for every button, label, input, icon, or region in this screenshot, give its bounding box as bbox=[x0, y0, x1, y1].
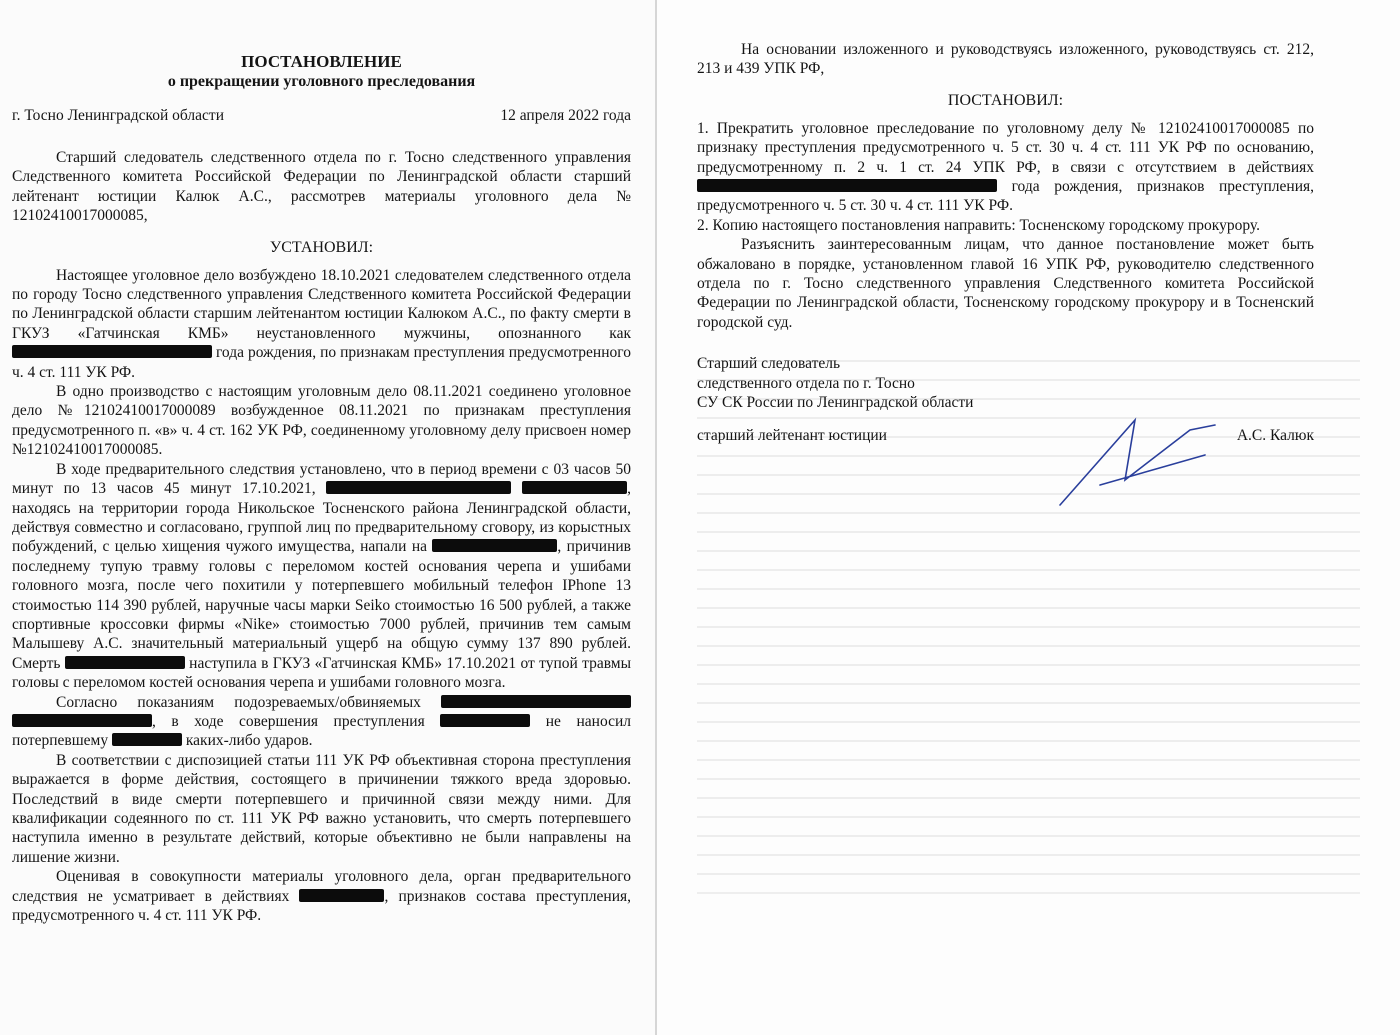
redaction bbox=[112, 733, 182, 746]
document-title: ПОСТАНОВЛЕНИЕ bbox=[241, 52, 402, 71]
paragraph-4-text-b: , в ходе совершения преступления bbox=[152, 712, 425, 730]
decided-heading: ПОСТАНОВИЛ: bbox=[947, 91, 1064, 109]
redaction bbox=[440, 714, 530, 727]
paragraph-3 bbox=[12, 460, 631, 693]
paragraph-4-text-d: каких-либо ударов. bbox=[185, 732, 313, 750]
paragraph-6 bbox=[12, 867, 631, 925]
redaction bbox=[65, 656, 185, 669]
basis-paragraph: На основании изложенного и руководствуясь изложенного, руководствуясь ст. 212, 213 и 439 УПК РФ, bbox=[697, 41, 1314, 78]
paragraph-4 bbox=[12, 693, 631, 751]
paragraph-6-text-a: Оценивая в совокупности материалы уголовного дела, орган предварительного следствия не усматривает в действиях bbox=[12, 868, 631, 905]
paragraph-3-text-d: наступила в ГКУЗ «Гатчинская КМБ» 17.10.2021 от тупой травмы головы с переломом костей основания черепа и ушибами головного мозга. bbox=[12, 654, 632, 692]
redaction bbox=[12, 714, 152, 727]
explanation-paragraph: Разъяснить заинтересованным лицам, что данное постановление может быть обжаловано в порядке, установленном главой 16 УПК РФ, руководителю следственного отдела по г. Тосно следственного управления Следственного комитета Российской Федерации по Ленинградской области, Тосненскому городскому прокурору и в Тосненский городской суд. bbox=[697, 236, 1314, 331]
left-page bbox=[0, 0, 655, 1035]
bleed-through-text bbox=[697, 360, 1360, 975]
redaction bbox=[12, 345, 212, 358]
place-date-row bbox=[12, 106, 631, 126]
redaction bbox=[441, 695, 631, 708]
paragraph-4-text-a: Согласно показаниям подозреваемых/обвиняемых bbox=[56, 693, 421, 711]
date: 12 апреля 2022 года bbox=[500, 107, 631, 124]
handwritten-signature bbox=[1040, 400, 1220, 520]
signatory-office: СУ СК России по Ленинградской области bbox=[697, 394, 974, 412]
signatory-rank: старший лейтенант юстиции bbox=[697, 426, 887, 444]
paragraph-1 bbox=[12, 266, 631, 382]
decision-item-1-text-a: 1. Прекратить уголовное преследование по уголовному делу № 12102410017000085 по признаку преступления предусмотренного ч. 5 ст. 30 ч. 4 ст. 111 УК РФ по основанию, предусмотренному п. 2 ч. 1 ст. 24 УПК РФ, в связи с отсутствием в действиях bbox=[697, 119, 1314, 176]
signature-row bbox=[697, 427, 1314, 445]
decision-item-2: 2. Копию настоящего постановления направить: Тосненскому городскому прокурору. bbox=[697, 216, 1260, 234]
paragraph-6-text-b: , признаков состава преступления, предусмотренного ч. 4 ст. 111 УК РФ. bbox=[12, 887, 631, 925]
redaction bbox=[522, 481, 627, 494]
paragraph-3-text-a: В ходе предварительного следствия установлено, что в период времени с 03 часов 50 минут по 13 часов 45 минут 17.10.2021, bbox=[12, 460, 631, 498]
redaction bbox=[326, 481, 511, 494]
place: г. Тосно Ленинградской области bbox=[12, 107, 224, 124]
paragraph-1-text-a: Настоящее уголовное дело возбуждено 18.10.2021 следователем следственного отдела по городу Тосно следственного управления Следственного комитета Российской Федерации по Ленинградской области старшим лейтенантом юстиции Калюком А.С., по факту смерти в ГКУЗ «Гатчинская КМБ» неустановленного мужчины, опознанного как bbox=[12, 266, 631, 342]
signatory-name: А.С. Калюк bbox=[1236, 426, 1314, 444]
signatory-position: Старший следователь bbox=[697, 355, 841, 373]
redaction bbox=[432, 539, 557, 552]
paragraph-3-text-b: , находясь на территории города Никольское Тосненского района Ленинградской области, действуя совместно и согласовано, группой лиц по предварительному сговору, из корыстных побуждений, с целью хищения чужого имущества, напали на bbox=[12, 480, 632, 556]
document-subtitle: о прекращении уголовного преследования bbox=[167, 73, 476, 90]
paragraph-1-text-b: года рождения, по признакам преступления предусмотренного ч. 4 ст. 111 УК РФ. bbox=[12, 344, 631, 381]
decision-item-1 bbox=[697, 119, 1314, 216]
signatory-department: следственного отдела по г. Тосно bbox=[697, 374, 915, 392]
paragraph-3-text-c: , причинив последнему тупую травму головы с переломом костей основания черепа и ушибами головного мозга, после чего похитили у потерпевшего мобильный телефон IPhone 13 стоимостью 114 390 рублей, наручные часы марки Seiko стоимостью 16 500 рублей, а также спортивные кроссовки фирмы «Nike» стоимостью 7000 рублей, причинив тем самым Малышеву А.С. значительный материальный ущерб на общую сумму 137 890 рублей. Смерть bbox=[12, 538, 632, 672]
redaction bbox=[299, 889, 384, 902]
paragraph-5: В соответствии с диспозицией статьи 111 УК РФ объективная сторона преступления выражается в форме действия, состоящего в причинении тяжкого вреда здоровью. Последствий в виде смерти потерпевшего и причинной связи между ними. Для квалификации содеянного по ст. 111 УК РФ важно установить, что смерть потерпевшего наступила именно в результате действий, которые объективно не были направлены на лишение жизни. bbox=[12, 751, 631, 866]
established-heading: УСТАНОВИЛ: bbox=[269, 238, 374, 256]
redaction bbox=[697, 179, 997, 192]
paragraph-4-text-c: не наносил потерпевшему bbox=[12, 712, 631, 750]
paragraph-2: В одно производство с настоящим уголовным дело 08.11.2021 соединено уголовное дело №12102410017000089 возбужденное 08.11.2021 по признакам преступления предусмотренного п. «в» ч. 4 ст. 162 УК РФ, соединенному уголовному делу присвоен номер №12102410017000085. bbox=[12, 383, 631, 459]
intro-paragraph: Старший следователь следственного отдела по г. Тосно следственного управления Следственного комитета Российской Федерации по Ленинградской области старший лейтенант юстиции Калюк А.С., рассмотрев материалы уголовного дела № 12102410017000085, bbox=[12, 149, 631, 225]
decision-item-1-text-b: года рождения, признаков преступления, предусмотренного ч. 5 ст. 30 ч. 4 ст. 111 УК РФ. bbox=[697, 178, 1314, 215]
right-page bbox=[657, 0, 1400, 1035]
